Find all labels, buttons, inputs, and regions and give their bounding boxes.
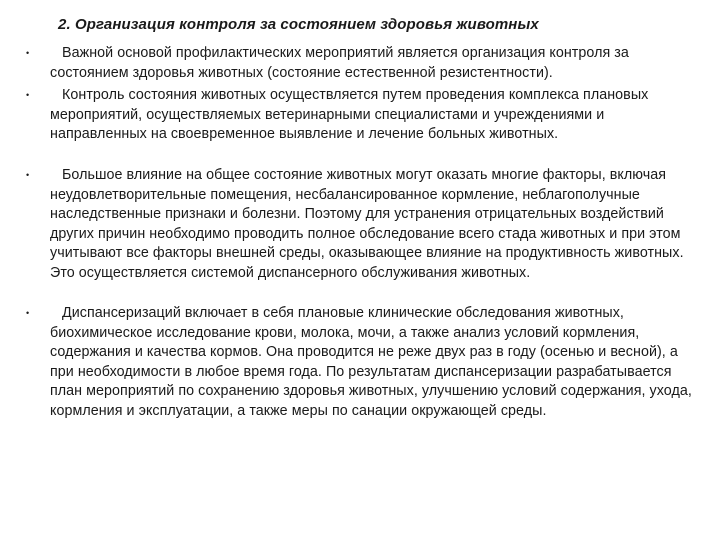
page-title: 2. Организация контроля за состоянием здоровья животных xyxy=(58,16,539,33)
bullet-icon: • xyxy=(26,170,30,180)
bullet-icon: • xyxy=(26,48,30,58)
paragraph-text: Большое влияние на общее состояние животных могут оказать многие факторы, включая неудовлетворительные помещения, несбалансированное кормление, неблагополучные наследственные признаки и болезни. Поэтому для устранения отрицательных воздействий других причин необходимо проводить полное обследование всего стада животных и при этом учитывают все факторы внешней среды, оказывающее влияние на продуктивность животных. Это осуществляется системой диспансерного обслуживания животных. xyxy=(50,167,684,281)
bullet-icon: • xyxy=(26,308,30,318)
bullet-icon: • xyxy=(26,90,30,100)
paragraph-text: Диспансеризаций включает в себя плановые клинические обследования животных, биохимическое исследование крови, молока, мочи, а также анализ условий кормления, содержания и качества кормов. Она проводится не реже двух раз в году (осенью и весной), а при необходимости в любое время года. По результатам диспансеризации разрабатывается план мероприятий по сохранению здоровья животных, улучшению условий содержания, ухода, кормления и эксплуатации, а также меры по санации окружающей среды. xyxy=(50,305,692,419)
paragraph-text: Важной основой профилактических мероприятий является организация контроля за состоянием здоровья животных (состояние естественной резистентности). xyxy=(50,45,629,81)
paragraph-text: Контроль состояния животных осуществляется путем проведения комплекса плановых мероприятий, осуществляемых ветеринарными специалистами и учреждениями и направленных на своевременное выявление и лечение больных животных. xyxy=(50,87,649,142)
